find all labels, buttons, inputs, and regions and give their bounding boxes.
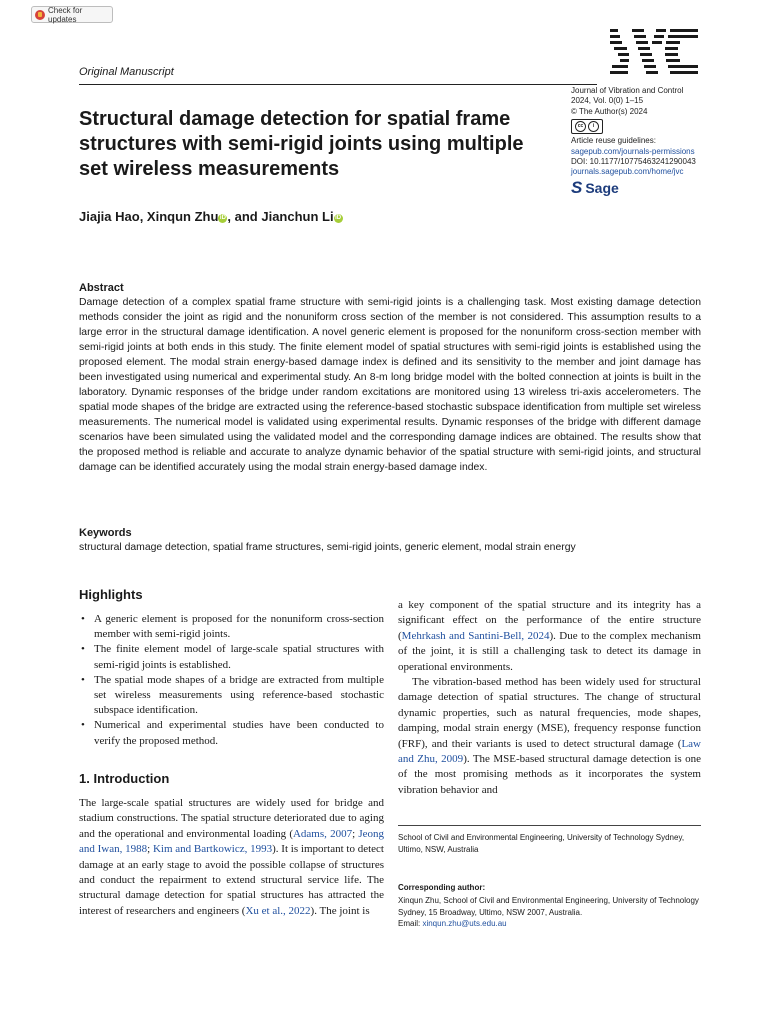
orcid-icon[interactable]: iD	[219, 215, 226, 221]
keywords-text: structural damage detection, spatial frame structures, semi-rigid joints, generic element, modal strain energy	[79, 542, 576, 553]
intro-paragraph-1	[79, 796, 384, 919]
author-list	[79, 209, 343, 224]
manuscript-type: Original Manuscript	[79, 66, 174, 78]
body-text: ). It is important to detect damage at an early stage to avoid the possible collapse of structures and conduct the repairment to extend structural service life. The structural damage detection for spatial structures has attracted the interest of researchers and engineers (	[79, 843, 384, 917]
body-text: ;	[147, 843, 153, 856]
body-text: ). Due to the complex mechanism of the joint, it is still a challenging task to detect its damage in operational environments.	[398, 629, 701, 673]
footnote-rule	[398, 825, 701, 826]
journal-link[interactable]: journals.sagepub.com/home/jvc	[571, 167, 684, 177]
citation-link[interactable]: Xu et al., 2022	[245, 904, 311, 917]
citation-link[interactable]: Mehrkash and Santini-Bell, 2024	[401, 629, 550, 642]
highlights-heading: Highlights	[79, 587, 143, 602]
header-rule	[79, 84, 597, 85]
intro-paragraph-2	[398, 675, 701, 798]
crossmark-icon	[35, 10, 45, 20]
keywords-heading: Keywords	[79, 527, 132, 539]
corresponding-author-heading: Corresponding author:	[398, 883, 486, 892]
orcid-icon[interactable]: iD	[335, 215, 342, 221]
introduction-heading: 1. Introduction	[79, 771, 170, 786]
doi[interactable]: DOI: 10.1177/10775463241290043	[571, 157, 696, 167]
sage-icon: S	[571, 177, 583, 197]
highlight-item: • A generic element is proposed for the nonuniform cross-section member with semi-rigid joints.	[79, 612, 384, 642]
email-label: Email:	[398, 919, 423, 928]
body-text: ;	[352, 827, 359, 840]
highlight-item: • The finite element model of large-scale spatial structures with semi-rigid joints is established.	[79, 642, 384, 672]
corresponding-author	[398, 895, 701, 930]
body-text: ). The MSE-based structural damage detection is one of the most promising methods as it incorporates the system vibration behavior and	[398, 753, 701, 796]
copyright: © The Author(s) 2024	[571, 106, 648, 116]
journal-logo	[610, 27, 700, 79]
reuse-link[interactable]: sagepub.com/journals-permissions	[571, 146, 695, 156]
journal-name: Journal of Vibration and Control	[571, 86, 684, 95]
by-icon: i	[588, 121, 599, 132]
right-column	[398, 598, 701, 798]
citation-link[interactable]: Adams, 2007	[292, 827, 353, 840]
authors-part-1: Jiajia Hao, Xinqun Zhu	[79, 209, 219, 224]
cc-license-icon[interactable]	[571, 119, 603, 134]
citation-link[interactable]: Kim and Bartkowicz, 1993	[152, 843, 273, 856]
email-link[interactable]: xinqun.zhu@uts.edu.au	[422, 919, 507, 928]
body-text: The vibration-based method has been widely used for structural damage detection of spatial structures. The change of structural dynamic properties, such as natural frequencies, mode shapes, damping, modal strain energy (MSE), frequency response function (FRF), and their variants is used to detect structural damage (	[398, 676, 701, 750]
highlights-list	[79, 612, 384, 749]
article-title: Structural damage detection for spatial frame structures with semi-rigid joints using multiple set wireless measurements	[79, 108, 524, 180]
affiliation: School of Civil and Environmental Engineering, University of Technology Sydney, Ultimo, NSW, Australia	[398, 833, 685, 854]
publisher-name: Sage	[585, 179, 619, 196]
citation-link[interactable]: Law and Zhu, 2009	[398, 737, 701, 766]
body-text: ). The joint is	[310, 904, 370, 917]
cc-icon: cc	[575, 121, 586, 132]
abstract-text: Damage detection of a complex spatial frame structure with semi-rigid joints is a challenging task. Most existing damage detection methods consider the joint as rigid and the nonuniform cross section of the member is not considered. This assumption results to a large error in the structural damage identification. A novel generic element is proposed for the nonuniform cross-section member with semi-rigid joints at both ends in this study. The finite element model of spatial structures with semi-rigid joints is established using the proposed element. The modal strain energy-based damage index is defined and its sensitivity to the member and joint damage has been investigated using numerical and experimental study. An 8-m long bridge model with the bolted connection at joints is built in the laboratory. Dynamic responses of the bridge under random excitations are monitored using 13 wireless tri-axis accelerometers. The spatial mode shapes of the bridge are extracted using the reference-based stochastic subspace identification from multiple set wireless measurements. The numerical model is validated using experimental results. Dynamic responses of the bridge with different damage scenarios have been simulated using the validated model and the corresponding damage indices are obtained. The results show that the proposed method is reliable and accurate to analyze dynamic behavior of the spatial structure with semi-rigid joints, and structural damage can be identified accurately using the modal strain energy-based damage index.	[79, 297, 701, 473]
reuse-label: Article reuse guidelines:	[571, 136, 656, 146]
body-text: a key component of the spatial structure and its integrity has a significant effect on the performance of the entire structure (	[398, 599, 701, 642]
journal-volume: 2024, Vol. 0(0) 1–15	[571, 96, 644, 106]
check-for-updates-button[interactable]	[31, 6, 113, 23]
abstract-heading: Abstract	[79, 282, 124, 294]
citation-link[interactable]: Jeong and Iwan, 1988	[79, 827, 385, 856]
highlight-item: • The spatial mode shapes of a bridge are extracted from multiple set wireless measurements using reference-based stochastic subspace identification.	[79, 673, 384, 719]
corresponding-author-text: Xinqun Zhu, School of Civil and Environmental Engineering, University of Technology Sydney, 15 Broadway, Ultimo, NSW 2007, Australia.	[398, 896, 699, 917]
publisher-logo	[571, 177, 721, 197]
check-for-updates-label: Check for updates	[48, 5, 83, 24]
highlight-item: • Numerical and experimental studies have been conducted to verify the proposed method.	[79, 718, 384, 748]
authors-part-2: , and Jianchun Li	[227, 209, 334, 224]
journal-meta	[571, 86, 721, 197]
body-text: The large-scale spatial structures are widely used for bridge and stadium constructions. The spatial structure deteriorated due to aging and the operational and environmental loading (	[79, 797, 384, 840]
intro-paragraph-1-cont	[398, 598, 701, 675]
